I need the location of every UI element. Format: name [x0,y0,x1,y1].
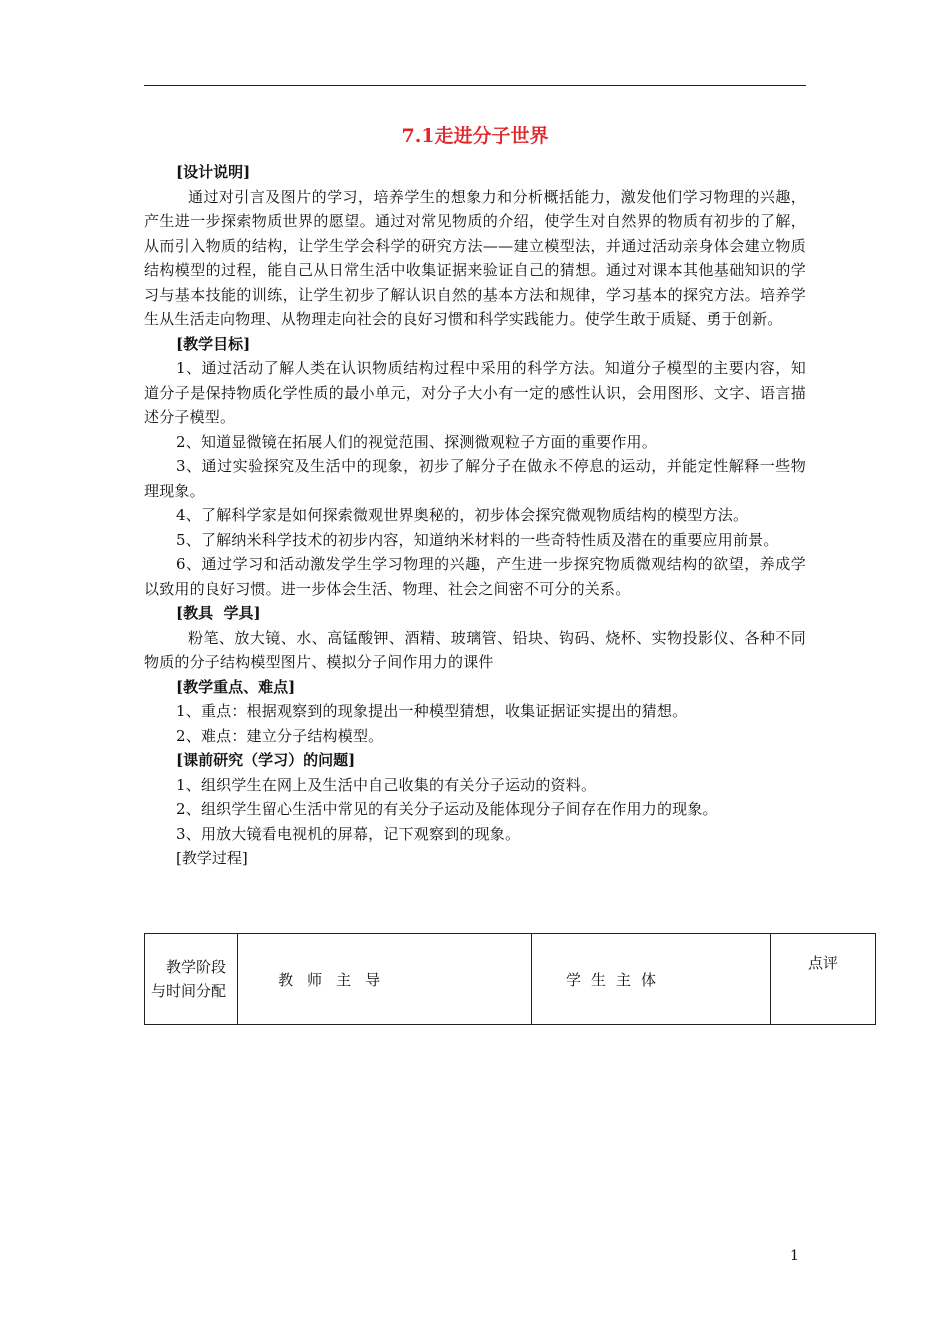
goal-item: 6、通过学习和活动激发学生学习物理的兴趣，产生进一步探究物质微观结构的欲望，养成学以致用的良好习惯。进一步体会生活、物理、社会之间密不可分的关系。 [144,555,806,598]
goal-item: 3、通过实验探究及生活中的现象，初步了解分子在做永不停息的运动，并能定性解释一些物理现象。 [144,457,806,500]
page-number: 1 [790,1248,799,1264]
design-text: 通过对引言及图片的学习，培养学生的想象力和分析概括能力，激发他们学习物理的兴趣，产生进一步探索物质世界的愿望。通过对常见物质的介绍，使学生对自然界的物质有初步的了解，从而引入物质的结构，让学生学会科学的研究方法——建立模型法，并通过活动亲身体会建立物质结构模型的过程，能自己从日常生活中收集证据来验证自己的猜想。通过对课本其他基础知识的学习与基本技能的训练，让学生初步了解认识自然的基本方法和规律，学习基本的探究方法。培养学生从生活走向物理、从物理走向社会的良好习惯和科学实践能力。使学生敢于质疑、勇于创新。 [144,187,806,328]
stage-header-text: 教学阶段与时间分配 [151,958,227,1000]
teacher-header-cell [238,934,532,1025]
keypoint-item: 1、重点：根据观察到的现象提出一种模型猜想，收集证据证实提出的猜想。 [176,702,688,720]
teacher-header-text: 教师主导 [278,970,395,989]
header-rule [144,85,806,86]
tools-text: 粉笔、放大镜、水、高锰酸钾、酒精、玻璃管、铅块、钩码、烧杯、实物投影仪、各种不同物质的分子结构模型图片、模拟分子间作用力的课件 [144,628,806,671]
student-header-cell [531,934,770,1025]
preclass-item: 3、用放大镜看电视机的屏幕，记下观察到的现象。 [176,824,521,843]
preclass-item: 2、组织学生留心生活中常见的有关分子运动及能体现分子间存在作用力的现象。 [176,800,718,818]
tools-heading: [教具 学具] [176,604,261,622]
goal-item: 1、通过活动了解人类在认识物质结构过程中采用的科学方法。知道分子模型的主要内容，知道分子是保持物质化学性质的最小单元，对分子大小有一定的感性认识，会用图形、文字、语言描述分子模型。 [144,359,806,426]
goal-item: 2、知道显微镜在拓展人们的视觉范围、探测微观粒子方面的重要作用。 [176,432,657,451]
preclass-item: 1、组织学生在网上及生活中自己收集的有关分子运动的资料。 [176,775,597,794]
document-content [144,118,806,871]
document-title: 7.1走进分子世界 [401,125,549,147]
goal-item: 5、了解纳米科学技术的初步内容，知道纳米材料的一些奇特性质及潜在的重要应用前景。 [176,530,779,549]
goal-item: 4、了解科学家是如何探索微观世界奥秘的，初步体会探究微观物质结构的模型方法。 [176,506,749,524]
process-heading: [教学过程] [176,849,248,867]
design-heading: [设计说明] [176,163,251,181]
student-header-text: 学生主体 [565,970,666,989]
table-header-row [145,934,876,1025]
preclass-heading: [课前研究（学习）的问题] [176,751,356,769]
stage-header-cell [145,934,238,1025]
comment-header-cell [770,934,875,1025]
comment-header-text: 点评 [807,954,838,972]
goals-heading: [教学目标] [176,334,251,353]
teaching-process-table [144,933,876,1025]
keypoint-item: 2、难点：建立分子结构模型。 [176,726,384,745]
keypoints-heading: [教学重点、难点] [176,677,296,696]
